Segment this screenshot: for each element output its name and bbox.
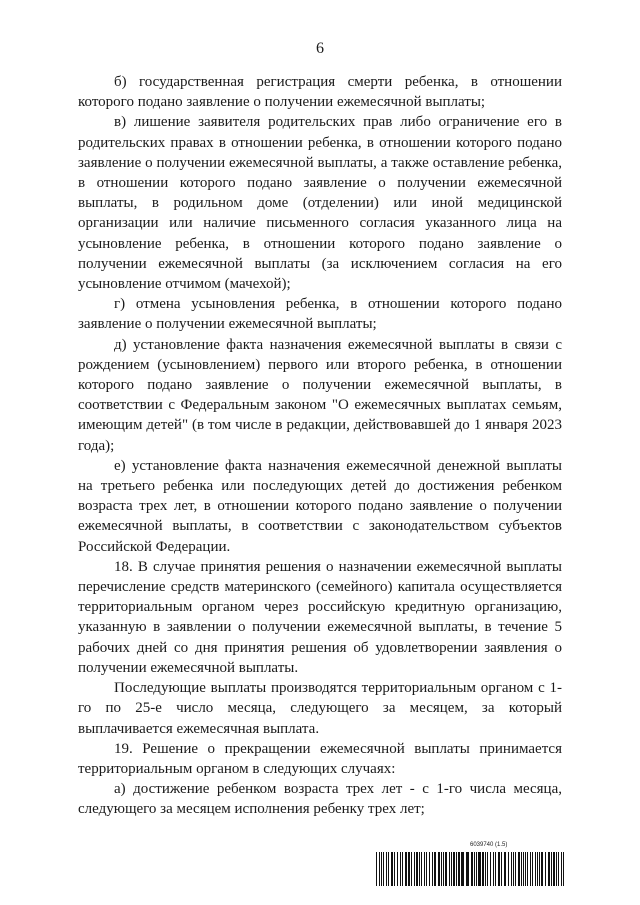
barcode-bar	[535, 852, 536, 886]
barcode-bar	[556, 852, 557, 886]
barcode-bar	[443, 852, 444, 886]
barcode-bar	[561, 852, 562, 886]
barcode-bar	[504, 852, 506, 886]
barcode-bar	[432, 852, 433, 886]
barcode-bar	[424, 852, 425, 886]
barcode-bar	[466, 852, 469, 886]
barcode-bar	[490, 852, 491, 886]
barcode-bar	[388, 852, 389, 886]
barcode-bar	[449, 852, 450, 886]
barcode-bar	[458, 852, 460, 886]
barcode-bar	[478, 852, 481, 886]
barcode-bar	[532, 852, 533, 886]
barcode-bar	[511, 852, 512, 886]
barcode-bar	[391, 852, 393, 886]
barcode-bar	[495, 852, 496, 886]
barcode-bar	[471, 852, 473, 886]
barcode-bar	[545, 852, 546, 886]
barcode-bar	[379, 852, 380, 886]
barcode-bar	[498, 852, 500, 886]
barcode-bar	[381, 852, 382, 886]
paragraph-b: б) государственная регистрация смерти ребенка, в отношении которого подано заявление о получении ежемесячной выплаты;	[78, 74, 562, 111]
barcode-bar	[525, 852, 526, 886]
barcode-bar	[548, 852, 550, 886]
barcode-bar	[563, 852, 564, 886]
barcode-bar	[493, 852, 494, 886]
barcode-bar	[476, 852, 477, 886]
barcode-icon	[376, 852, 566, 886]
barcode-bar	[386, 852, 387, 886]
barcode-bar	[394, 852, 395, 886]
barcode-bar	[487, 852, 488, 886]
paragraph-v: в) лишение заявителя родительских прав либо ограничение его в родительских правах в отношении ребенка, в отношении которого подано заявление о получении ежемесячной выплаты, а также оставление ребенка, в отношении которого подано заявление о получении ежемесячной выплаты, в родильном доме (отделении) или иной медицинской организации или наличие письменного согласия указанного лица на усыновление ребенка, в отношении которого подано заявление о получении ежемесячной выплаты (за исключением согласия на его усыновление отчимом (мачехой);	[78, 114, 562, 293]
barcode-bar	[515, 852, 516, 886]
barcode-bar	[397, 852, 398, 886]
document-body	[78, 72, 562, 820]
barcode-bar	[527, 852, 528, 886]
barcode-bar	[553, 852, 555, 886]
paragraph-g: г) отмена усыновления ребенка, в отношении которого подано заявление о получении ежемесячной выплаты;	[78, 296, 562, 333]
barcode-bar	[402, 852, 403, 886]
barcode-bar	[429, 852, 430, 886]
barcode-bar	[461, 852, 464, 886]
barcode-bar	[482, 852, 484, 886]
barcode-bar	[474, 852, 475, 886]
page-number: 6	[316, 40, 324, 57]
barcode-caption: 6039740 (1.5)	[470, 842, 508, 848]
barcode-bar	[521, 852, 522, 886]
barcode-bar	[485, 852, 486, 886]
barcode-bar	[537, 852, 538, 886]
barcode-bar	[438, 852, 440, 886]
paragraph-18: 18. В случае принятия решения о назначении ежемесячной выплаты перечисление средств материнского (семейного) капитала осуществляется территориальным органом через российскую кредитную организацию, указанную в заявлении о получении ежемесячной выплаты, в течение 5 рабочих дней со дня принятия решения об удовлетворении заявления о получении ежемесячной выплаты.	[78, 558, 562, 676]
document-barcode	[376, 842, 566, 890]
paragraph-19: 19. Решение о прекращении ежемесячной выплаты принимается территориальным органом в следующих случаях:	[78, 740, 562, 777]
paragraph-d: д) установление факта назначения ежемесячной выплаты в связи с рождением (усыновлением) первого или второго ребенка, в отношении которого подано заявление о получении ежемесячной выплаты, в соответствии с Федеральным законом "О ежемесячных выплатах семьям, имеющим детей" (в том числе в редакции, действовавшей до 1 января 2023 года);	[78, 336, 562, 454]
barcode-bar	[419, 852, 420, 886]
barcode-bar	[523, 852, 524, 886]
barcode-bar	[518, 852, 520, 886]
barcode-bar	[513, 852, 514, 886]
barcode-bar	[405, 852, 407, 886]
barcode-bar	[416, 852, 418, 886]
barcode-bar	[551, 852, 552, 886]
barcode-bar	[400, 852, 401, 886]
paragraph-subsequent-payments: Последующие выплаты производятся территориальным органом с 1-го по 25-е число месяца, следующего за месяцем, за который выплачивается ежемесячная выплата.	[78, 680, 562, 737]
barcode-bar	[541, 852, 543, 886]
barcode-bar	[414, 852, 415, 886]
paragraph-a: а) достижение ребенком возраста трех лет - с 1-го числа месяца, следующего за месяцем исполнения ребенку трех лет;	[78, 781, 562, 818]
barcode-bar	[445, 852, 447, 886]
barcode-bar	[501, 852, 502, 886]
barcode-bar	[453, 852, 455, 886]
barcode-bar	[434, 852, 436, 886]
barcode-bar	[530, 852, 531, 886]
barcode-bar	[383, 852, 384, 886]
barcode-bar	[508, 852, 509, 886]
paragraph-e: е) установление факта назначения ежемесячной денежной выплаты на третьего ребенка или последующих детей до достижения ребенком возраста трех лет, в отношении которого подано заявление о получении ежемесячной выплаты, в соответствии с законодательством субъектов Российской Федерации.	[78, 457, 562, 555]
barcode-bar	[421, 852, 422, 886]
barcode-bar	[456, 852, 457, 886]
barcode-bar	[376, 852, 377, 886]
barcode-bar	[539, 852, 540, 886]
barcode-bar	[441, 852, 442, 886]
barcode-bar	[426, 852, 427, 886]
barcode-bar	[558, 852, 559, 886]
barcode-bar	[408, 852, 410, 886]
barcode-bar	[411, 852, 412, 886]
barcode-bar	[451, 852, 452, 886]
